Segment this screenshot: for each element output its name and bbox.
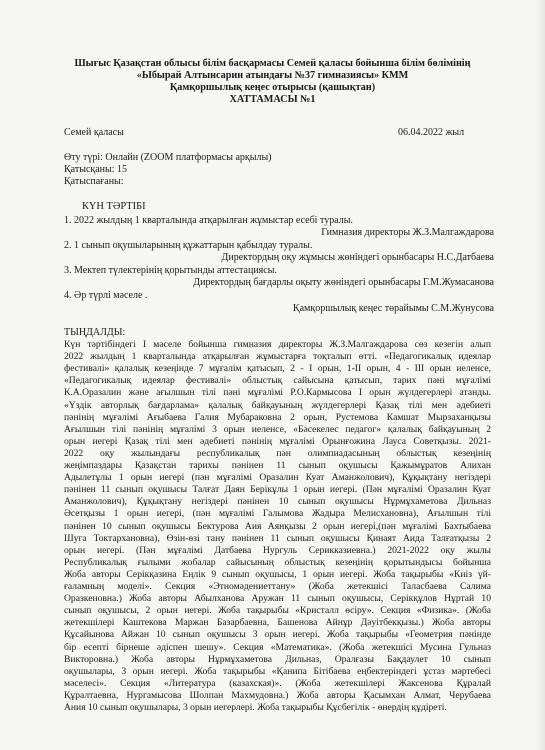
minutes-line: «Педагогикалық идеялар фестивалі» облыстық сайысына қатысып, тарих пәні мұғалімі: [64, 375, 491, 387]
minutes-line: Аманжолович), Құқықтану негіздері пәнінен 10 сынып оқушысы Нұрмұхаметова Дильназ: [64, 496, 491, 508]
minutes-line: орын иегері Қазақ тілі мен әдебиеті пәнінің мұғалімі Орынғожина Лауса Советқызы. 2021-: [64, 435, 491, 447]
minutes-line: оқушылары, 3 орын иегері. Жоба тақырыбы «Қанипа Бітібаева еңбектеріндегі ұстаз мәртебесі: [64, 665, 491, 677]
minutes-line: пәнінің мұғалімі Ағыбаева Галия Мубараковна 2 орын, Рустемова Камшат Мырзаханқызы: [64, 411, 491, 423]
agenda-speaker-3: Директордың бағдарлы оқыту жөніндегі орынбасары Г.М.Жумасанова: [193, 277, 494, 288]
minutes-line: «Үздік авторлық бағдарлама» қалалық байқауының жүлдегерлері Қазақ тілі мен әдебиеті: [64, 399, 491, 411]
minutes-line: Құсайынова Айжан 10 сынып оқушысы 3 орын иегері. Жоба тақырыбы «Геометрия пәнінде: [64, 629, 491, 641]
minutes-line: пәнінен 10 сынып оқушысы Бектурова Аия Аянқызы 2 орын иегері,(пән мұғалімі Бахтыбаева: [64, 520, 491, 532]
minutes-line: Ағылшын тілі пәнінің мұғалімі 3 орын иеленсе, «Бәсекелес педагог» қалалық байқауының 2: [64, 423, 491, 435]
city: Семей қаласы: [64, 127, 124, 138]
minutes-line: фестивалі» қалалық кезеңінде 7 мұғалім қатысып, 2 - I орын, 1-II орын, 4 - III орын иеленсе,: [64, 363, 491, 375]
agenda-speaker-2: Директордың оқу жұмысы жөніндегі орынбасары Н.С.Датбаева: [221, 252, 494, 263]
header-line-2: «Ыбырай Алтынсарин атындағы №37 гимназиясы» КММ: [136, 70, 409, 81]
document-title: ХАТТАМАСЫ №1: [229, 94, 316, 105]
date: 06.04.2022 жыл: [398, 127, 465, 138]
minutes-line: Республикалық ғылыми жобалар сайысының облыстық кезеңінің қорытындысы бойынша: [64, 556, 491, 568]
scan-edge-shadow: [535, 0, 545, 750]
meeting-format: Өту түрі: Онлайн (ZOOM платформасы арқылы): [64, 152, 272, 163]
minutes-line: Оразкеновна.) Жоба авторы Абылханова Аружан 11 сынып оқушысы, Серікқұлов Нұртай 10: [64, 593, 491, 605]
minutes-line: мәселесі». Секция «Литература (казахская)». (Жоба жетекшілері Жаксенова Құралай: [64, 677, 491, 689]
minutes-line: жетекшілері Каштекова Маржан Базарбаевна, Башенова Айнұр Дәуітбекқызы.) Жоба авторы: [64, 617, 491, 629]
minutes-line: К.А.Оразалин және ағылшын тілі пәні мұғалімі Р.О.Кармысова I орын жүлдегерлері атанды.: [64, 387, 491, 399]
agenda-title: КҮН ТӘРТІБІ: [82, 201, 146, 212]
minutes-line: орын иегері. (Пән мұғалімі Датбаева Нургуль Серикказиевна.) 2021-2022 оқу жылы: [64, 544, 491, 556]
minutes-title: ТЫҢДАЛДЫ:: [64, 327, 126, 338]
agenda-item-4: 4. Әр түрлі мәселе .: [64, 290, 148, 301]
minutes-line: ғаламның моделі». Секция «Этномәдениеттану» (Жоба жетекшісі Таласбаева Салима: [64, 581, 491, 592]
agenda-item-2: 2. 1 сынып оқушыларының құжаттарын қабылдау туралы.: [64, 240, 313, 251]
minutes-line: Құралтаевна, Нургамысова Шолпан Махмудовна.) Жоба авторы Қасымхан Алмат, Черубаева: [64, 689, 491, 701]
agenda-speaker-1: Гимназия директоры Ж.З.Малгаждарова: [321, 227, 494, 238]
minutes-line: Жоба авторы Серікқазина Еңлік 9 сынып оқушысы, 1 орын иегері. Жоба тақырыбы «Киіз үй-: [64, 568, 491, 580]
minutes-line: Шуга Токтархановна), Өзін-өзі тану пәнінен 11 сынып оқушысы Қинаят Аида Талғатқызы 2: [64, 532, 491, 544]
header-line-1: Шығыс Қазақстан облысы білім басқармасы Семей қаласы бойынша білім бөлімінің: [74, 58, 471, 69]
agenda-item-1: 1. 2022 жылдың 1 кварталында атқарылған жұмыстар есебі туралы.: [64, 215, 353, 226]
minutes-line: Әсетқызы 1 орын иегері, (пән мұғалімі Галымова Жадыра Мелисхановна), Ағылшын тілі: [64, 508, 491, 520]
minutes-line: 2022 оқу жылындағы республикалық пән олимпиадасының облыстық кезеңінің: [64, 447, 491, 459]
attended-count: Қатысқаны: 15: [64, 164, 128, 175]
minutes-line: 2022 жылдың 1 кварталында атқарылған жұмыстарға тоқталып өтті. «Педагогикалық идеялар: [64, 351, 491, 363]
minutes-line: Викторовна.) Жоба авторы Нұрмұхаметова Дильназ, Оралғазы Бақдаулет 10 сынып: [64, 653, 491, 665]
agenda-item-3: 3. Мектеп түлектерінің қорытынды аттестациясы.: [64, 265, 277, 276]
header-line-3: Қамқоршылық кеңес отырысы (қашықтан): [169, 82, 376, 93]
absent-count: Қатыспағаны:: [64, 176, 124, 187]
minutes-line: Адылетұлы 1 орын иегері (пән мұғалімі Оразалин Куат Аманжолович), Құқықтану негіздері: [64, 472, 491, 484]
minutes-line: жеңімпаздары Қазақстан тарихы пәнінен 11 сынып оқушысы Қажымұратов Алихан: [64, 460, 491, 471]
minutes-line: пәнінен 11 сынып оқушысы Талғат Даян Берікұлы 1 орын иегері. (Пән мұғалімі Оразалин Куат: [64, 484, 491, 496]
minutes-line: Күн тәртібіндегі I мәселе бойынша гимназия директоры Ж.З.Малгаждарова сөз кезегін алып: [64, 339, 491, 350]
minutes-line: сынып оқушысы, 2 орын иегері. Жоба тақырыбы «Кристалл өсіру». Секция «Физика». (Жоба: [64, 605, 491, 617]
agenda-speaker-4: Қамқоршылық кеңес төрайымы С.М.Жунусова: [292, 303, 494, 314]
minutes-line: бір есепті бірнеше әдіспен шешу». Секция «Математика». (Жоба жетекшісі Мусина Гульназ: [64, 641, 491, 653]
minutes-line: Ания 10 сынып оқушылары, 3 орын иегерлері. Жоба тақырыбы Құсбегілік - өнердің құдіреті.: [64, 702, 447, 713]
